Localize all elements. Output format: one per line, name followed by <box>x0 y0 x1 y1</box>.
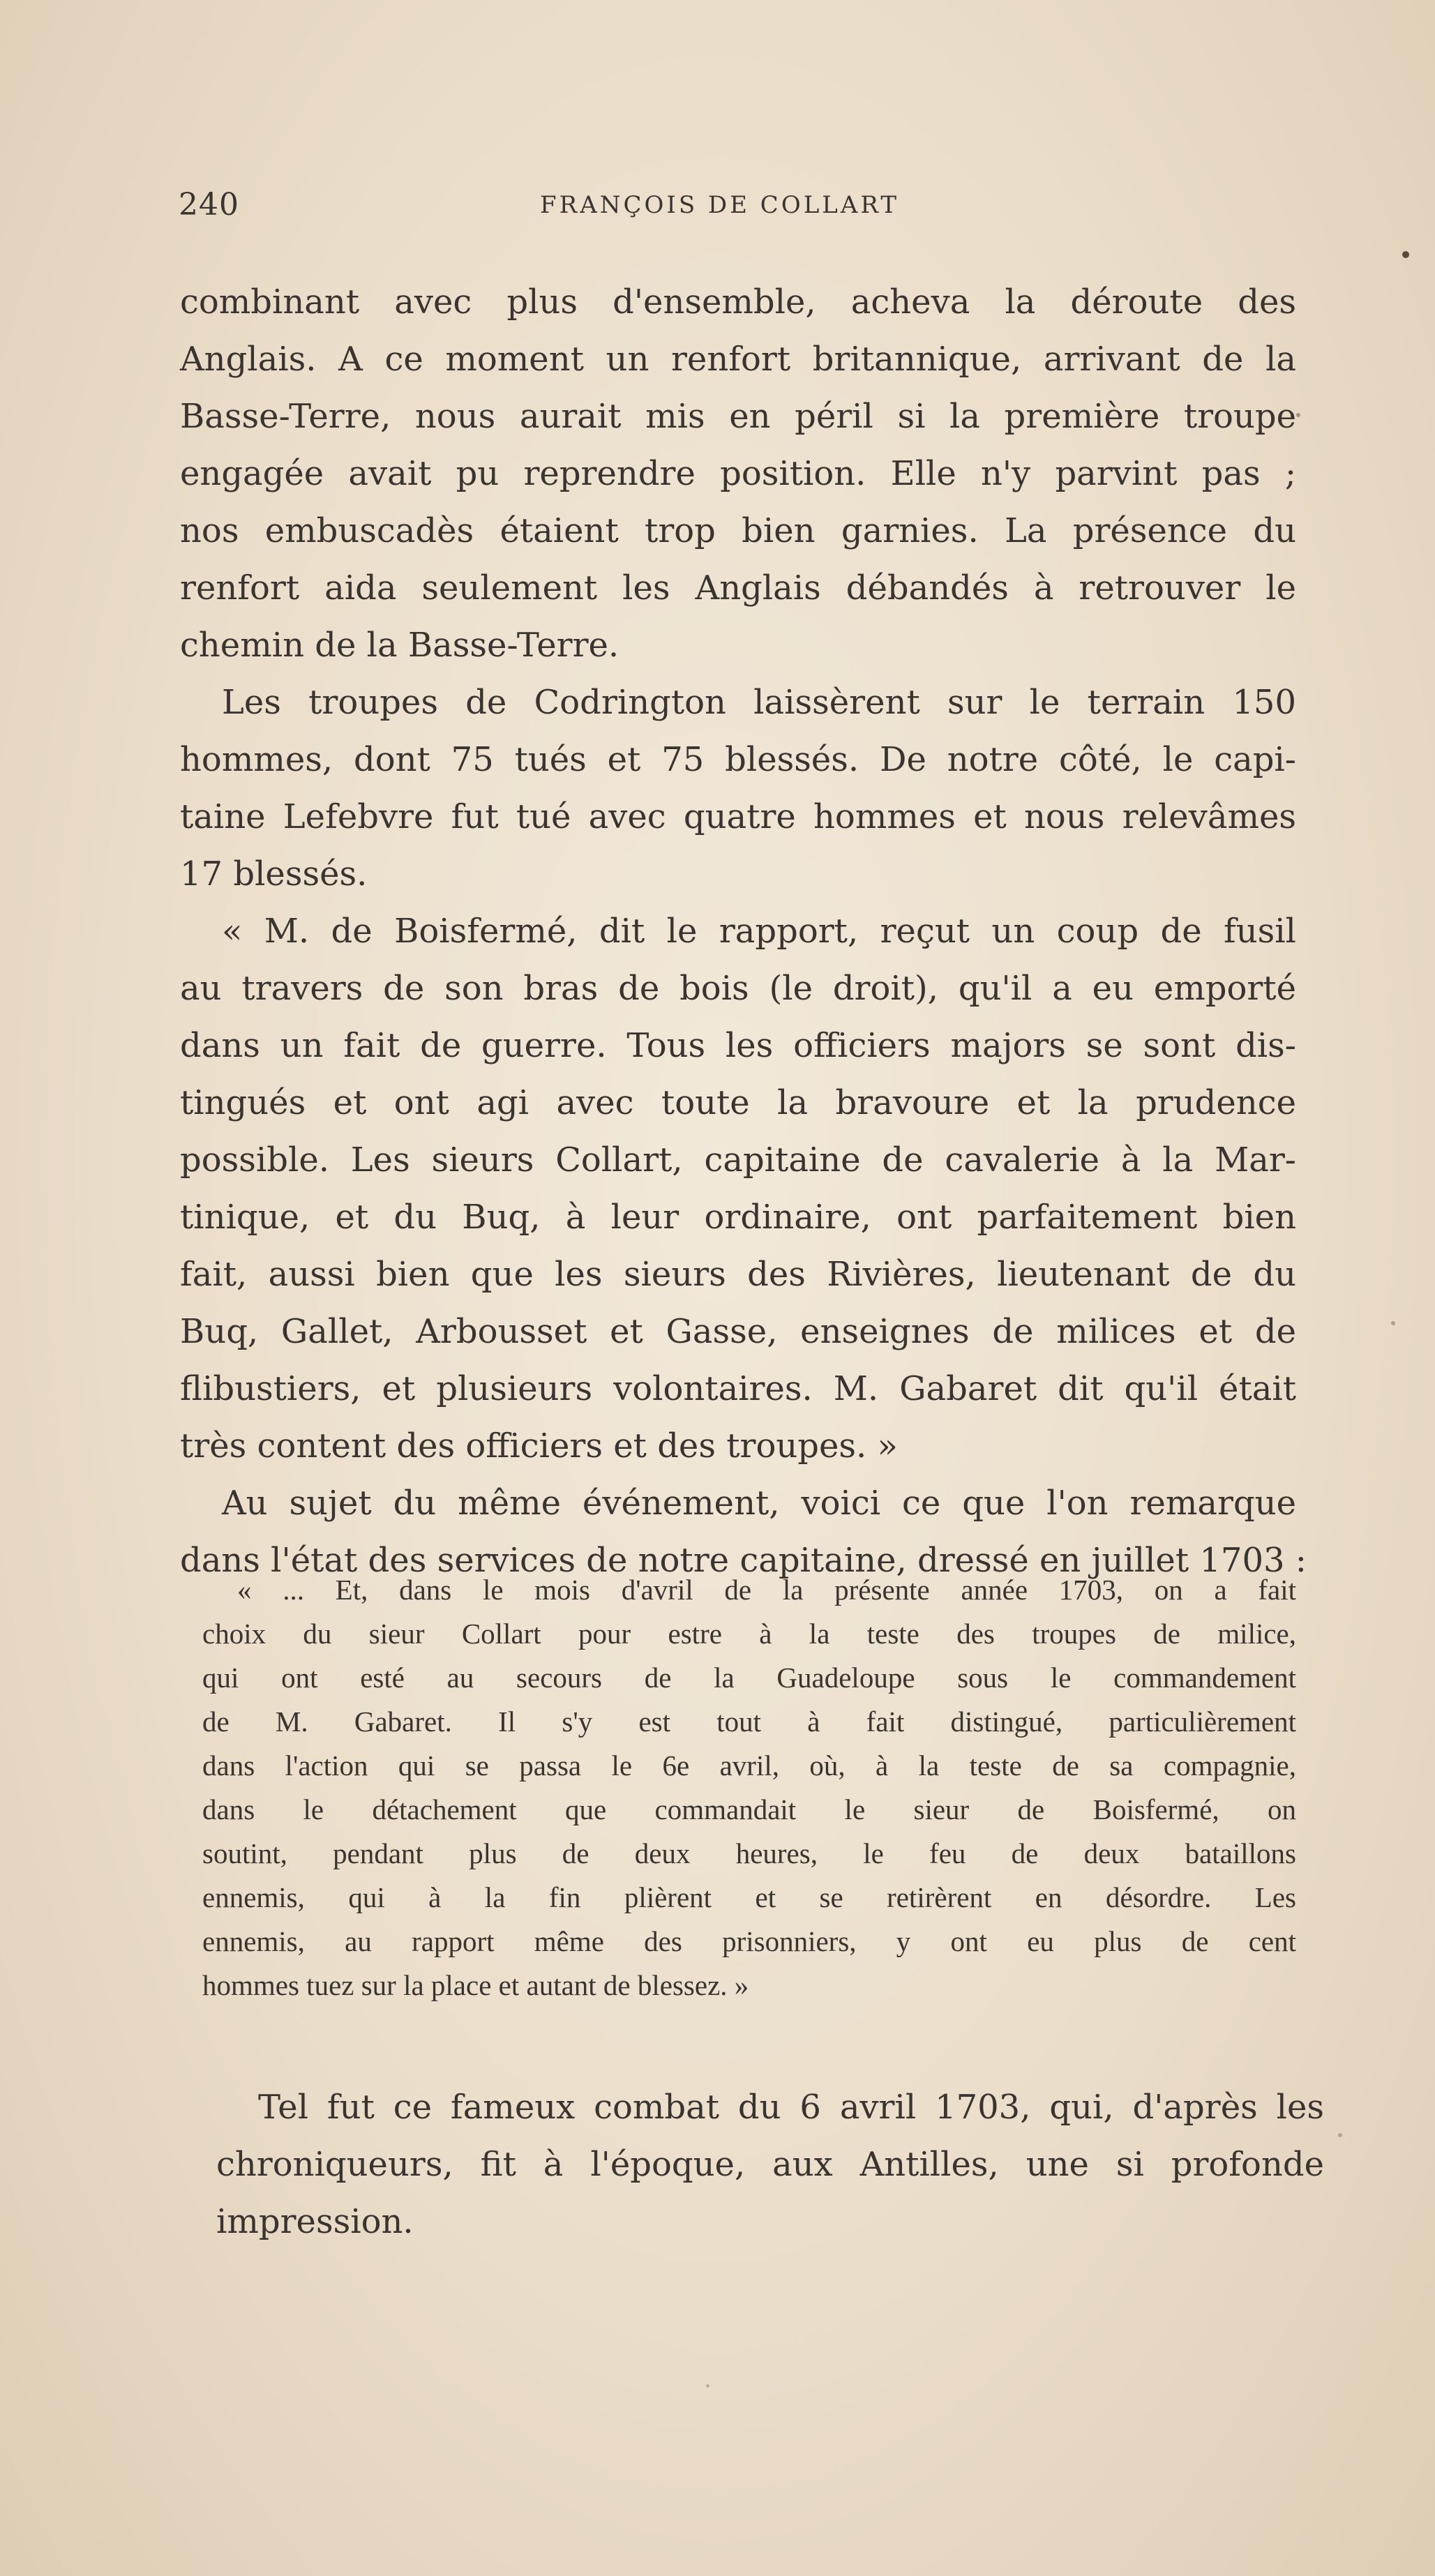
text-line: tingués et ont agi avec toute la bravoure et la prudence <box>180 1083 1296 1122</box>
text-line: Buq, Gallet, Arbousset et Gasse, enseignes de milices et de <box>180 1312 1296 1351</box>
quote-line: « ... Et, dans le mois d'avril de la présente année 1703, on a fait <box>237 1574 1296 1606</box>
text-line: hommes, dont 75 tués et 75 blessés. De notre côté, le capi- <box>180 740 1296 779</box>
quote-line: choix du sieur Collart pour estre à la teste des troupes de milice, <box>202 1618 1296 1650</box>
page-header <box>179 187 1295 229</box>
paper-speck <box>706 2384 709 2388</box>
text-line: tinique, et du Buq, à leur ordinaire, ont parfaitement bien <box>180 1198 1296 1237</box>
quote-line: hommes tuez sur la place et autant de blessez. » <box>202 1969 749 2001</box>
quote-line: dans l'action qui se passa le 6e avril, où, à la teste de sa compagnie, <box>202 1749 1296 1782</box>
text-line: « M. de Boisfermé, dit le rapport, reçut un coup de fusil <box>222 912 1296 951</box>
paper-speck <box>1296 413 1300 417</box>
text-line: engagée avait pu reprendre position. Elle n'y parvint pas ; <box>180 454 1296 493</box>
closing-paragraph <box>216 2079 1324 2250</box>
paper-speck <box>1338 2133 1342 2137</box>
page-number: 240 <box>179 187 239 223</box>
quote-line: dans le détachement que commandait le sieur de Boisfermé, on <box>202 1793 1296 1825</box>
quote-line: ennemis, au rapport même des prisonniers, y ont eu plus de cent <box>202 1925 1296 1957</box>
text-line: Au sujet du même événement, voici ce que l'on remarque <box>222 1484 1296 1523</box>
quote-line: soutint, pendant plus de deux heures, le feu de deux bataillons <box>202 1837 1296 1869</box>
text-line: nos embuscadès étaient trop bien garnies. La présence du <box>180 511 1296 550</box>
text-line: très content des officiers et des troupes. » <box>180 1426 898 1466</box>
text-line: Basse-Terre, nous aurait mis en péril si la première troupe <box>180 397 1296 436</box>
text-line: Anglais. A ce moment un renfort britannique, arrivant de la <box>180 340 1296 379</box>
paper-speck <box>1402 251 1409 258</box>
text-line: renfort aida seulement les Anglais débandés à retrouver le <box>180 568 1296 608</box>
text-line: 17 blessés. <box>180 854 368 894</box>
text-line: fait, aussi bien que les sieurs des Rivières, lieutenant de du <box>180 1255 1296 1294</box>
text-line: chemin de la Basse-Terre. <box>180 626 619 665</box>
text-line: dans un fait de guerre. Tous les officiers majors se sont dis- <box>180 1026 1296 1065</box>
text-line: taine Lefebvre fut tué avec quatre hommes et nous relevâmes <box>180 797 1296 836</box>
text-line: impression. <box>216 2202 414 2241</box>
text-line: Les troupes de Codrington laissèrent sur le terrain 150 <box>222 683 1296 722</box>
text-line: Tel fut ce fameux combat du 6 avril 1703, qui, d'après les <box>258 2088 1324 2127</box>
quoted-excerpt <box>202 1568 1296 2008</box>
text-line: dans l'état des services de notre capitaine, dressé en juillet 1703 : <box>180 1541 1307 1580</box>
quote-line: de M. Gabaret. Il s'y est tout à fait distingué, particulièrement <box>202 1705 1296 1738</box>
quote-line: qui ont esté au secours de la Guadeloupe sous le commandement <box>202 1662 1296 1694</box>
text-line: combinant avec plus d'ensemble, acheva la déroute des <box>180 283 1296 322</box>
quote-line: ennemis, qui à la fin plièrent et se retirèrent en désordre. Les <box>202 1881 1296 1913</box>
running-title: FRANÇOIS DE COLLART <box>540 191 900 219</box>
text-line: au travers de son bras de bois (le droit), qu'il a eu emporté <box>180 969 1296 1008</box>
text-line: possible. Les sieurs Collart, capitaine de cavalerie à la Mar- <box>180 1140 1296 1180</box>
main-text <box>180 273 1307 1589</box>
text-line: flibustiers, et plusieurs volontaires. M. Gabaret dit qu'il était <box>180 1369 1296 1408</box>
text-line: chroniqueurs, fit à l'époque, aux Antilles, une si profonde <box>216 2145 1324 2184</box>
paper-speck <box>1391 1321 1395 1325</box>
